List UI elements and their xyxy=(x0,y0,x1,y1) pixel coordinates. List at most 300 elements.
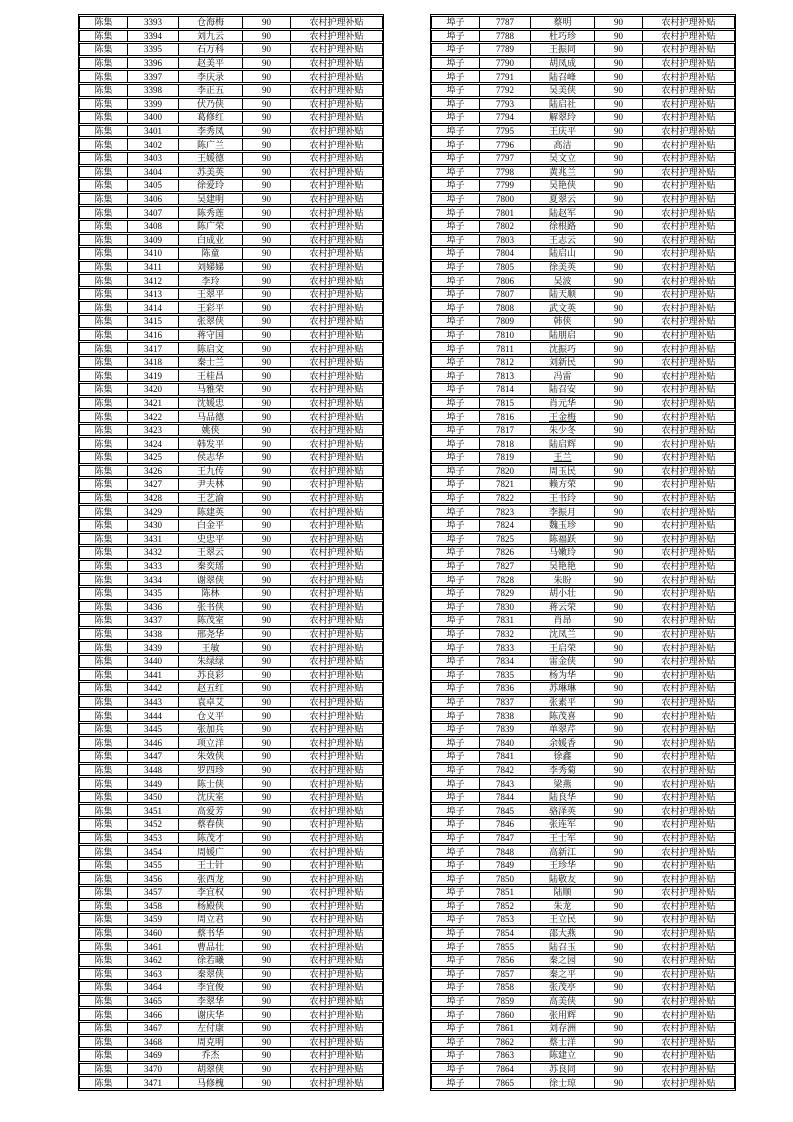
serial-cell: 3447 xyxy=(128,750,179,763)
table-row xyxy=(79,111,383,124)
town-cell: 陈集 xyxy=(79,30,128,43)
name-cell: 陆召峰 xyxy=(531,70,595,83)
serial-cell: 7856 xyxy=(480,954,531,967)
subsidy-type-cell: 农村护理补贴 xyxy=(291,98,383,111)
amount-cell: 90 xyxy=(243,872,291,885)
name-cell: 单翠芹 xyxy=(531,723,595,736)
table-row xyxy=(431,1022,735,1035)
amount-cell: 90 xyxy=(595,1049,643,1062)
amount-cell: 90 xyxy=(243,111,291,124)
town-cell: 埠子 xyxy=(431,70,480,83)
serial-cell: 7832 xyxy=(480,628,531,641)
table-row xyxy=(79,30,383,43)
amount-cell: 90 xyxy=(243,981,291,994)
table-row xyxy=(79,247,383,260)
subsidy-type-cell: 农村护理补贴 xyxy=(643,696,735,709)
table-row xyxy=(431,832,735,845)
table-row xyxy=(79,57,383,70)
name-cell: 胡翠侠 xyxy=(179,1063,243,1076)
table-row xyxy=(431,70,735,83)
town-cell: 陈集 xyxy=(79,206,128,219)
town-cell: 陈集 xyxy=(79,1063,128,1076)
town-cell: 埠子 xyxy=(431,30,480,43)
name-cell: 徐士琼 xyxy=(531,1076,595,1089)
subsidy-type-cell: 农村护理补贴 xyxy=(643,573,735,586)
subsidy-type-cell: 农村护理补贴 xyxy=(291,818,383,831)
subsidy-type-cell: 农村护理补贴 xyxy=(291,669,383,682)
serial-cell: 3459 xyxy=(128,913,179,926)
name-cell: 王金梅 xyxy=(531,410,595,423)
subsidy-type-cell: 农村护理补贴 xyxy=(643,1049,735,1062)
serial-cell: 7841 xyxy=(480,750,531,763)
subsidy-type-cell: 农村护理补贴 xyxy=(643,437,735,450)
amount-cell: 90 xyxy=(595,614,643,627)
subsidy-type-cell: 农村护理补贴 xyxy=(291,777,383,790)
serial-cell: 3453 xyxy=(128,832,179,845)
table-row xyxy=(431,968,735,981)
name-cell: 蒋守国 xyxy=(179,329,243,342)
table-row xyxy=(431,872,735,885)
serial-cell: 3469 xyxy=(128,1049,179,1062)
subsidy-type-cell: 农村护理补贴 xyxy=(291,995,383,1008)
serial-cell: 7821 xyxy=(480,478,531,491)
table-row xyxy=(431,791,735,804)
amount-cell: 90 xyxy=(595,98,643,111)
town-cell: 陈集 xyxy=(79,927,128,940)
table-row xyxy=(431,301,735,314)
amount-cell: 90 xyxy=(243,193,291,206)
serial-cell: 3471 xyxy=(128,1076,179,1089)
subsidy-type-cell: 农村护理补贴 xyxy=(643,791,735,804)
subsidy-type-cell: 农村护理补贴 xyxy=(643,274,735,287)
town-cell: 陈集 xyxy=(79,777,128,790)
serial-cell: 7789 xyxy=(480,43,531,56)
town-cell: 埠子 xyxy=(431,166,480,179)
subsidy-type-cell: 农村护理补贴 xyxy=(643,845,735,858)
subsidy-type-cell: 农村护理补贴 xyxy=(291,736,383,749)
subsidy-type-cell: 农村护理补贴 xyxy=(291,764,383,777)
name-cell: 王桂昌 xyxy=(179,369,243,382)
amount-cell: 90 xyxy=(595,859,643,872)
amount-cell: 90 xyxy=(595,995,643,1008)
name-cell: 尹夫林 xyxy=(179,478,243,491)
subsidy-type-cell: 农村护理补贴 xyxy=(643,682,735,695)
serial-cell: 7864 xyxy=(480,1063,531,1076)
table-row xyxy=(79,1063,383,1076)
name-cell: 王士针 xyxy=(179,859,243,872)
name-cell: 秦士兰 xyxy=(179,356,243,369)
name-cell: 马品德 xyxy=(179,410,243,423)
serial-cell: 3438 xyxy=(128,628,179,641)
subsidy-type-cell: 农村护理补贴 xyxy=(291,927,383,940)
town-cell: 陈集 xyxy=(79,696,128,709)
table-row xyxy=(79,764,383,777)
town-cell: 陈集 xyxy=(79,601,128,614)
town-cell: 埠子 xyxy=(431,669,480,682)
subsidy-type-cell: 农村护理补贴 xyxy=(643,288,735,301)
amount-cell: 90 xyxy=(243,764,291,777)
amount-cell: 90 xyxy=(243,614,291,627)
town-cell: 埠子 xyxy=(431,301,480,314)
amount-cell: 90 xyxy=(595,546,643,559)
table-row xyxy=(79,261,383,274)
name-cell: 谢庆华 xyxy=(179,1008,243,1021)
serial-cell: 3467 xyxy=(128,1022,179,1035)
town-cell: 陈集 xyxy=(79,682,128,695)
serial-cell: 3426 xyxy=(128,465,179,478)
amount-cell: 90 xyxy=(243,791,291,804)
town-cell: 陈集 xyxy=(79,179,128,192)
table-row xyxy=(431,152,735,165)
subsidy-type-cell: 农村护理补贴 xyxy=(291,696,383,709)
town-cell: 陈集 xyxy=(79,723,128,736)
table-row xyxy=(79,383,383,396)
town-cell: 埠子 xyxy=(431,641,480,654)
subsidy-type-cell: 农村护理补贴 xyxy=(643,995,735,1008)
serial-cell: 3406 xyxy=(128,193,179,206)
subsidy-type-cell: 农村护理补贴 xyxy=(291,478,383,491)
name-cell: 朱效侠 xyxy=(179,750,243,763)
serial-cell: 7834 xyxy=(480,655,531,668)
subsidy-type-cell: 农村护理补贴 xyxy=(643,70,735,83)
amount-cell: 90 xyxy=(243,601,291,614)
name-cell: 陆赵军 xyxy=(531,206,595,219)
subsidy-type-cell: 农村护理补贴 xyxy=(643,723,735,736)
table-row xyxy=(431,397,735,410)
name-cell: 徐鑫 xyxy=(531,750,595,763)
town-cell: 埠子 xyxy=(431,614,480,627)
serial-cell: 7847 xyxy=(480,832,531,845)
serial-cell: 7852 xyxy=(480,900,531,913)
subsidy-type-cell: 农村护理补贴 xyxy=(643,43,735,56)
town-cell: 陈集 xyxy=(79,492,128,505)
table-row xyxy=(79,356,383,369)
subsidy-type-cell: 农村护理补贴 xyxy=(643,519,735,532)
serial-cell: 3395 xyxy=(128,43,179,56)
subsidy-type-cell: 农村护理补贴 xyxy=(291,968,383,981)
name-cell: 夏翠云 xyxy=(531,193,595,206)
amount-cell: 90 xyxy=(243,1076,291,1089)
amount-cell: 90 xyxy=(595,587,643,600)
serial-cell: 7794 xyxy=(480,111,531,124)
table-row xyxy=(79,995,383,1008)
subsidy-type-cell: 农村护理补贴 xyxy=(643,587,735,600)
subsidy-type-cell: 农村护理补贴 xyxy=(643,560,735,573)
name-cell: 赵美平 xyxy=(179,57,243,70)
subsidy-type-cell: 农村护理补贴 xyxy=(291,356,383,369)
town-cell: 埠子 xyxy=(431,125,480,138)
amount-cell: 90 xyxy=(595,804,643,817)
town-cell: 陈集 xyxy=(79,709,128,722)
amount-cell: 90 xyxy=(595,465,643,478)
subsidy-type-cell: 农村护理补贴 xyxy=(643,57,735,70)
serial-cell: 7818 xyxy=(480,437,531,450)
town-cell: 陈集 xyxy=(79,315,128,328)
table-row xyxy=(79,1008,383,1021)
table-row xyxy=(79,1076,383,1089)
subsidy-type-cell: 农村护理补贴 xyxy=(291,886,383,899)
subsidy-type-cell: 农村护理补贴 xyxy=(643,1076,735,1089)
town-cell: 埠子 xyxy=(431,736,480,749)
table-row xyxy=(79,410,383,423)
town-cell: 陈集 xyxy=(79,261,128,274)
town-cell: 埠子 xyxy=(431,832,480,845)
town-cell: 陈集 xyxy=(79,152,128,165)
serial-cell: 3432 xyxy=(128,546,179,559)
town-cell: 陈集 xyxy=(79,234,128,247)
name-cell: 韩发平 xyxy=(179,437,243,450)
town-cell: 陈集 xyxy=(79,736,128,749)
amount-cell: 90 xyxy=(595,872,643,885)
amount-cell: 90 xyxy=(243,369,291,382)
town-cell: 陈集 xyxy=(79,533,128,546)
amount-cell: 90 xyxy=(595,492,643,505)
name-cell: 王彩平 xyxy=(179,301,243,314)
subsidy-type-cell: 农村护理补贴 xyxy=(291,601,383,614)
name-cell: 沈凤兰 xyxy=(531,628,595,641)
town-cell: 埠子 xyxy=(431,940,480,953)
subsidy-type-cell: 农村护理补贴 xyxy=(643,424,735,437)
town-cell: 陈集 xyxy=(79,274,128,287)
subsidy-type-cell: 农村护理补贴 xyxy=(643,981,735,994)
table-row xyxy=(79,465,383,478)
serial-cell: 3413 xyxy=(128,288,179,301)
amount-cell: 90 xyxy=(595,641,643,654)
amount-cell: 90 xyxy=(243,750,291,763)
subsidy-type-cell: 农村护理补贴 xyxy=(291,804,383,817)
table-row xyxy=(431,886,735,899)
subsidy-type-cell: 农村护理补贴 xyxy=(643,247,735,260)
table-row xyxy=(79,437,383,450)
name-cell: 赖方荣 xyxy=(531,478,595,491)
serial-cell: 7803 xyxy=(480,234,531,247)
serial-cell: 3443 xyxy=(128,696,179,709)
table-row xyxy=(79,505,383,518)
amount-cell: 90 xyxy=(595,301,643,314)
serial-cell: 7865 xyxy=(480,1076,531,1089)
town-cell: 埠子 xyxy=(431,193,480,206)
table-row xyxy=(431,682,735,695)
serial-cell: 7814 xyxy=(480,383,531,396)
serial-cell: 7828 xyxy=(480,573,531,586)
serial-cell: 3440 xyxy=(128,655,179,668)
subsidy-type-cell: 农村护理补贴 xyxy=(291,43,383,56)
subsidy-type-cell: 农村护理补贴 xyxy=(291,193,383,206)
table-row xyxy=(431,111,735,124)
table-row xyxy=(431,193,735,206)
town-cell: 陈集 xyxy=(79,369,128,382)
serial-cell: 7839 xyxy=(480,723,531,736)
table-row xyxy=(431,342,735,355)
amount-cell: 90 xyxy=(595,682,643,695)
subsidy-type-cell: 农村护理补贴 xyxy=(291,329,383,342)
table-row xyxy=(79,1049,383,1062)
town-cell: 陈集 xyxy=(79,410,128,423)
subsidy-type-cell: 农村护理补贴 xyxy=(643,804,735,817)
town-cell: 埠子 xyxy=(431,628,480,641)
amount-cell: 90 xyxy=(595,274,643,287)
town-cell: 陈集 xyxy=(79,193,128,206)
table-row xyxy=(79,560,383,573)
table-row xyxy=(431,383,735,396)
table-row xyxy=(79,1036,383,1049)
name-cell: 沈庆室 xyxy=(179,791,243,804)
amount-cell: 90 xyxy=(243,30,291,43)
amount-cell: 90 xyxy=(243,288,291,301)
subsidy-type-cell: 农村护理补贴 xyxy=(291,315,383,328)
serial-cell: 7861 xyxy=(480,1022,531,1035)
table-row xyxy=(79,981,383,994)
table-row xyxy=(431,1036,735,1049)
town-cell: 陈集 xyxy=(79,125,128,138)
amount-cell: 90 xyxy=(243,125,291,138)
town-cell: 陈集 xyxy=(79,995,128,1008)
table-row xyxy=(79,723,383,736)
table-row xyxy=(431,437,735,450)
name-cell: 杨为华 xyxy=(531,669,595,682)
amount-cell: 90 xyxy=(595,900,643,913)
name-cell: 蔡士洋 xyxy=(531,1036,595,1049)
subsidy-type-cell: 农村护理补贴 xyxy=(291,125,383,138)
subsidy-type-cell: 农村护理补贴 xyxy=(643,451,735,464)
subsidy-type-cell: 农村护理补贴 xyxy=(643,655,735,668)
subsidy-type-cell: 农村护理补贴 xyxy=(643,818,735,831)
amount-cell: 90 xyxy=(595,886,643,899)
subsidy-type-cell: 农村护理补贴 xyxy=(291,1076,383,1089)
town-cell: 陈集 xyxy=(79,301,128,314)
serial-cell: 7791 xyxy=(480,70,531,83)
name-cell: 朱少冬 xyxy=(531,424,595,437)
table-row xyxy=(79,750,383,763)
table-row xyxy=(431,234,735,247)
amount-cell: 90 xyxy=(595,57,643,70)
table-row xyxy=(431,560,735,573)
serial-cell: 7825 xyxy=(480,533,531,546)
table-row xyxy=(431,84,735,97)
serial-cell: 7830 xyxy=(480,601,531,614)
name-cell: 韩侠 xyxy=(531,315,595,328)
table-row xyxy=(79,301,383,314)
town-cell: 埠子 xyxy=(431,247,480,260)
town-cell: 陈集 xyxy=(79,655,128,668)
amount-cell: 90 xyxy=(243,234,291,247)
table-row xyxy=(79,818,383,831)
amount-cell: 90 xyxy=(595,478,643,491)
name-cell: 王九传 xyxy=(179,465,243,478)
amount-cell: 90 xyxy=(243,900,291,913)
table-row xyxy=(79,369,383,382)
town-cell: 陈集 xyxy=(79,614,128,627)
serial-cell: 7829 xyxy=(480,587,531,600)
name-cell: 陈茂室 xyxy=(179,614,243,627)
amount-cell: 90 xyxy=(243,1008,291,1021)
serial-cell: 7805 xyxy=(480,261,531,274)
name-cell: 余媛香 xyxy=(531,736,595,749)
serial-cell: 7802 xyxy=(480,220,531,233)
subsidy-type-cell: 农村护理补贴 xyxy=(643,397,735,410)
subsidy-type-cell: 农村护理补贴 xyxy=(291,723,383,736)
town-cell: 埠子 xyxy=(431,356,480,369)
serial-cell: 3442 xyxy=(128,682,179,695)
town-cell: 陈集 xyxy=(79,1049,128,1062)
table-row xyxy=(79,315,383,328)
town-cell: 埠子 xyxy=(431,601,480,614)
subsidy-type-cell: 农村护理补贴 xyxy=(291,1063,383,1076)
subsidy-type-cell: 农村护理补贴 xyxy=(643,546,735,559)
town-cell: 陈集 xyxy=(79,166,128,179)
town-cell: 埠子 xyxy=(431,913,480,926)
name-cell: 胡小壮 xyxy=(531,587,595,600)
table-row xyxy=(431,818,735,831)
town-cell: 陈集 xyxy=(79,138,128,151)
name-cell: 蔡春侠 xyxy=(179,818,243,831)
amount-cell: 90 xyxy=(595,1008,643,1021)
subsidy-type-cell: 农村护理补贴 xyxy=(291,342,383,355)
name-cell: 王书玲 xyxy=(531,492,595,505)
subsidy-type-cell: 农村护理补贴 xyxy=(291,369,383,382)
table-row xyxy=(79,206,383,219)
serial-cell: 3399 xyxy=(128,98,179,111)
table-row xyxy=(431,804,735,817)
serial-cell: 7809 xyxy=(480,315,531,328)
table-row xyxy=(431,98,735,111)
serial-cell: 7854 xyxy=(480,927,531,940)
amount-cell: 90 xyxy=(243,886,291,899)
subsidy-type-cell: 农村护理补贴 xyxy=(643,138,735,151)
serial-cell: 7793 xyxy=(480,98,531,111)
table-row xyxy=(79,696,383,709)
amount-cell: 90 xyxy=(243,655,291,668)
town-cell: 埠子 xyxy=(431,111,480,124)
table-row xyxy=(79,138,383,151)
serial-cell: 7799 xyxy=(480,179,531,192)
amount-cell: 90 xyxy=(243,669,291,682)
table-row xyxy=(431,587,735,600)
subsidy-type-cell: 农村护理补贴 xyxy=(291,954,383,967)
amount-cell: 90 xyxy=(243,696,291,709)
serial-cell: 7836 xyxy=(480,682,531,695)
town-cell: 陈集 xyxy=(79,804,128,817)
serial-cell: 3464 xyxy=(128,981,179,994)
name-cell: 徐爱玲 xyxy=(179,179,243,192)
table-row xyxy=(431,369,735,382)
serial-cell: 3463 xyxy=(128,968,179,981)
serial-cell: 7800 xyxy=(480,193,531,206)
name-cell: 陈启文 xyxy=(179,342,243,355)
table-row xyxy=(431,206,735,219)
amount-cell: 90 xyxy=(243,138,291,151)
town-cell: 埠子 xyxy=(431,315,480,328)
town-cell: 埠子 xyxy=(431,886,480,899)
table-row xyxy=(431,356,735,369)
amount-cell: 90 xyxy=(595,30,643,43)
name-cell: 陆敬友 xyxy=(531,872,595,885)
town-cell: 埠子 xyxy=(431,397,480,410)
subsidy-type-cell: 农村护理补贴 xyxy=(291,152,383,165)
table-row xyxy=(431,573,735,586)
serial-cell: 3436 xyxy=(128,601,179,614)
serial-cell: 7846 xyxy=(480,818,531,831)
subsidy-roster-table-right xyxy=(430,14,736,1091)
amount-cell: 90 xyxy=(243,533,291,546)
amount-cell: 90 xyxy=(595,927,643,940)
town-cell: 埠子 xyxy=(431,43,480,56)
table-row xyxy=(431,125,735,138)
name-cell: 高洁 xyxy=(531,138,595,151)
subsidy-roster-table-left xyxy=(78,14,384,1091)
town-cell: 陈集 xyxy=(79,98,128,111)
table-row xyxy=(431,845,735,858)
